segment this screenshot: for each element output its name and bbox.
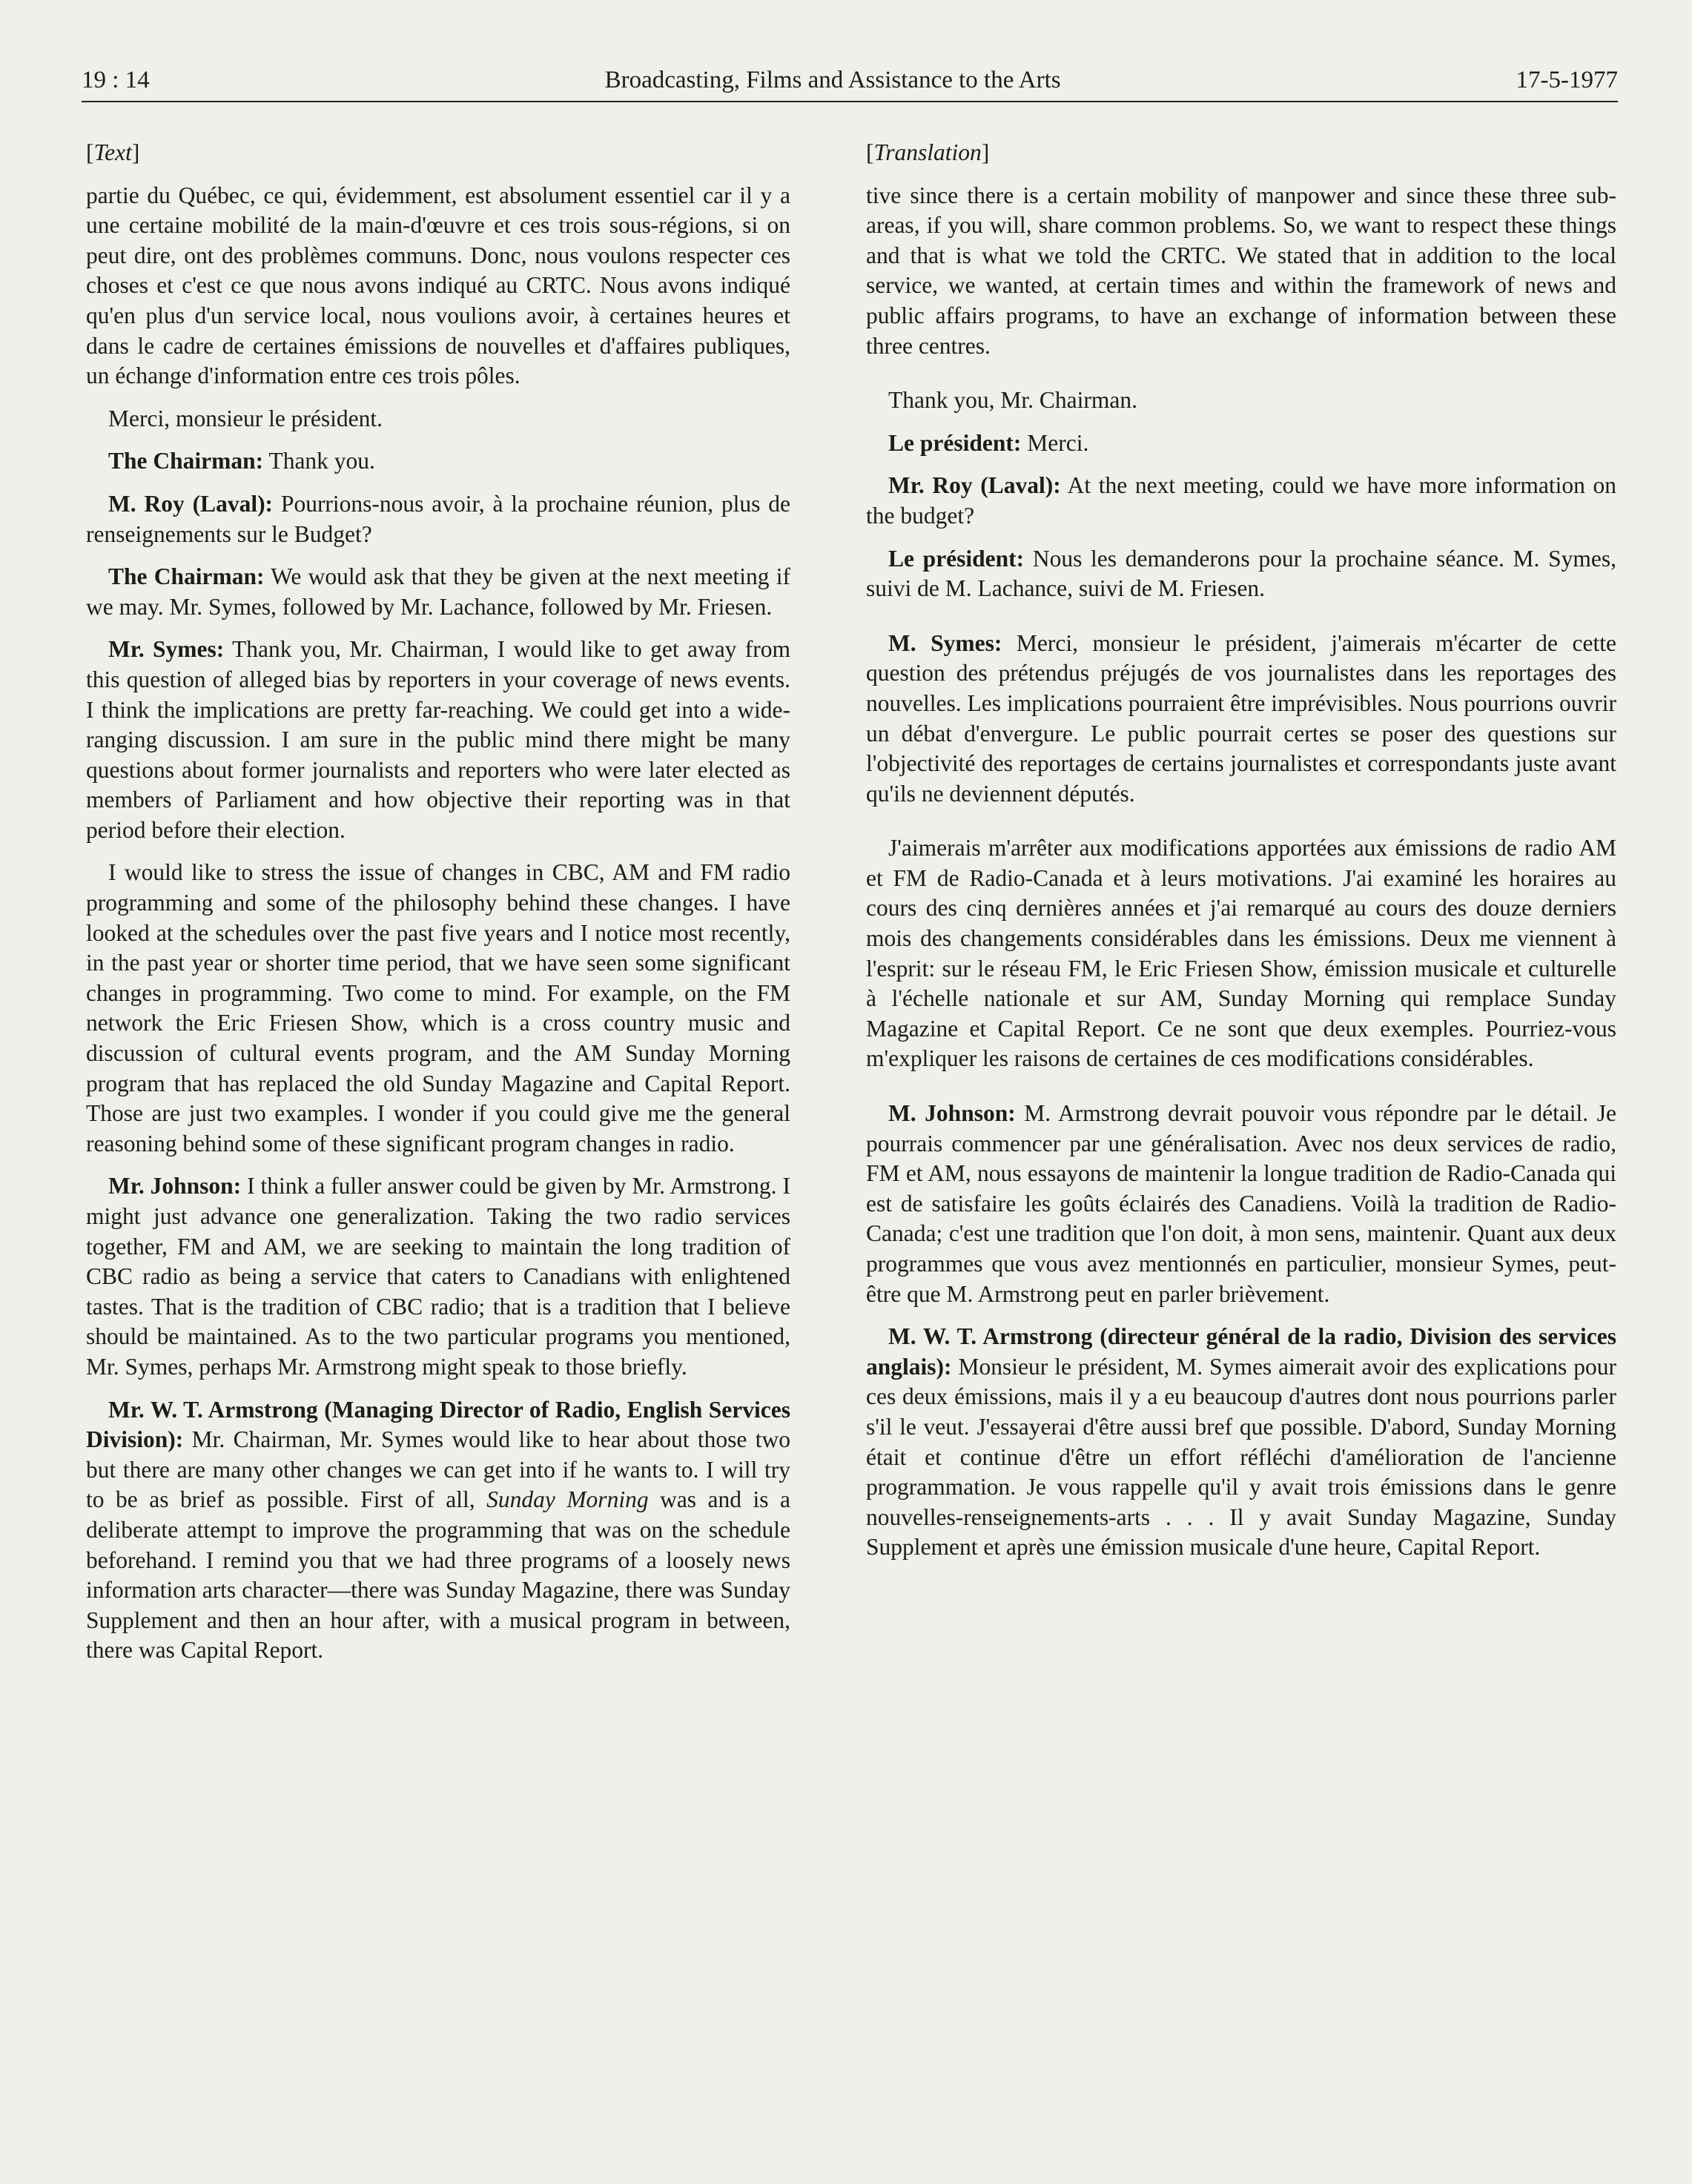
speaker: Le président: bbox=[888, 545, 1025, 572]
column-tag: [Text] bbox=[86, 139, 140, 165]
speaker: Le président: bbox=[888, 429, 1022, 456]
paragraph: Mr. Johnson: I think a fuller answer could be given by Mr. Armstrong. I might just advance one generalization. Taking the two radio services together, FM and AM, we are seeking to maintain the long tradition of CBC radio as being a service that caters to Canadians with enlightened tastes. That is the tradition of CBC radio; that is a tradition that I believe should be maintained. As to the two particular programs you mentioned, Mr. Symes, perhaps Mr. Armstrong might speak to those briefly. bbox=[86, 1173, 790, 1380]
paragraph: M. W. T. Armstrong (directeur général de la radio, Division des services anglais): Monsieur le président, M. Symes aimerait avoir des explications pour ces deux émissions, mais il y a eu beaucoup d'autres dont nous pourrions parler s'il le veut. J'essayerai d'être aussi bref que possible. D'abord, Sunday Morning était et continue d'être un effort réfléchi d'amélioration de l'ancienne programmation. Je vous rappelle qu'il y avait trois émissions dans le genre nouvelles-renseignements-arts . . . Il y avait Sunday Magazine, Sunday Supplement et après une émission musicale d'une heure, Capital Report. bbox=[866, 1323, 1616, 1561]
paragraph: Merci, monsieur le président. bbox=[108, 405, 383, 431]
speaker: Mr. Roy (Laval): bbox=[888, 472, 1061, 499]
running-title: Broadcasting, Films and Assistance to the Arts bbox=[604, 67, 1061, 93]
paragraph: The Chairman: Thank you. bbox=[108, 448, 375, 474]
speaker: The Chairman: bbox=[108, 563, 265, 590]
paragraph: The Chairman: We would ask that they be given at the next meeting if we may. Mr. Symes, followed by Mr. Lachance, followed by Mr. Friesen. bbox=[86, 563, 790, 620]
speaker: Mr. Johnson: bbox=[108, 1173, 242, 1199]
paragraph: I would like to stress the issue of changes in CBC, AM and FM radio programming and some of the philosophy behind these changes. I have looked at the schedules over the past five years and I notice most recently, in the past year or shorter time period, that we have seen some significant changes in programming. Two come to mind. For example, on the FM network the Eric Friesen Show, which is a cross country music and discussion of cultural events program, and the AM Sunday Morning program that has replaced the old Sunday Magazine and Capital Report. Those are just two examples. I wonder if you could give me the general reasoning behind some of these significant program changes in radio. bbox=[86, 859, 790, 1156]
paragraph: Thank you, Mr. Chairman. bbox=[888, 387, 1137, 414]
header-rule bbox=[82, 101, 1618, 102]
speaker: M. W. T. Armstrong (directeur général de la radio, Division des services anglais): bbox=[866, 1323, 1616, 1380]
speaker: M. Roy (Laval): bbox=[108, 490, 274, 517]
paragraph: M. Symes: Merci, monsieur le président, j'aimerais m'écarter de cette question des prétendus préjugés de vos journalistes dans les reportages des nouvelles. Les implications pourraient être imprévisibles. Nous pourrions ouvrir un débat d'envergure. Le public pourrait certes se poser des questions sur l'objectivité des reportages de certains journalistes et correspondants juste avant qu'ils ne deviennent députés. bbox=[866, 629, 1616, 807]
speaker: Mr. W. T. Armstrong (Managing Director of Radio, English Services Division): bbox=[86, 1396, 790, 1453]
paragraph: tive since there is a certain mobility of manpower and since these three sub-areas, if you will, share common problems. So, we want to respect these things and that is what we told the CRTC. We stated that in addition to the local service, we wanted, at certain times and within the framework of news and public affairs programs, to have an exchange of information between these three centres. bbox=[866, 182, 1616, 359]
speaker: M. Symes: bbox=[888, 629, 1002, 656]
paragraph: M. Johnson: M. Armstrong devrait pouvoir vous répondre par le détail. Je pourrais commencer par une généralisation. Avec nos deux services de radio, FM et AM, nous essayons de maintenir la longue tradition de Radio-Canada qui est de satisfaire les goûts éclairés des Canadiens. Voilà la tradition de Radio-Canada; c'est une tradition que l'on doit, à mon sens, maintenir. Quant aux deux programmes que vous avez mentionnés en particulier, monsieur Symes, peut-être que M. Armstrong peut en parler brièvement. bbox=[866, 1100, 1616, 1307]
paragraph: Mr. W. T. Armstrong (Managing Director of Radio, English Services Division): Mr. Chairman, Mr. Symes would like to hear about those two but there are many other changes we can get into if he wants to. I will try to be as brief as possible. First of all, Sunday Morning was and is a deliberate attempt to improve the programming that was on the schedule beforehand. I remind you that we had three programs of a loosely news information arts character—there was Sunday Magazine, there was Sunday Supplement and then an hour after, with a musical program in between, there was Capital Report. bbox=[86, 1396, 791, 1664]
paragraph: Mr. Roy (Laval): At the next meeting, could we have more information on the budget? bbox=[866, 472, 1616, 529]
paragraph: partie du Québec, ce qui, évidemment, est absolument essentiel car il y a une certaine mobilité de la main-d'œuvre et ces trois sous-régions, si on peut dire, ont des problèmes communs. Donc, nous voulons respecter ces choses et c'est ce que nous avons indiqué au CRTC. Nous avons indiqué qu'en plus d'un service local, nous voulions avoir, à certaines heures et dans le cadre de certaines émissions de nouvelles et d'affaires publiques, un échange d'information entre ces trois pôles. bbox=[86, 182, 790, 389]
speaker: M. Johnson: bbox=[888, 1100, 1016, 1127]
column-tag: [Translation] bbox=[866, 139, 990, 165]
speaker: Mr. Symes: bbox=[108, 636, 225, 663]
paragraph: Le président: Nous les demanderons pour la prochaine séance. M. Symes, suivi de M. Lachance, suivi de M. Friesen. bbox=[866, 545, 1616, 602]
paragraph: J'aimerais m'arrêter aux modifications apportées aux émissions de radio AM et FM de Radio-Canada et à leurs motivations. J'ai examiné les horaires au cours des cinq dernières années et j'ai remarqué au cours des douze derniers mois des changements considérables dans les émissions. Deux me viennent à l'esprit: sur le réseau FM, le Eric Friesen Show, émission musicale et culturelle à l'échelle nationale et sur AM, Sunday Morning qui remplace Sunday Magazine et Capital Report. Ce ne sont que deux exemples. Pourriez-vous m'expliquer les raisons de certaines de ces modifications considérables. bbox=[866, 835, 1616, 1072]
paragraph: M. Roy (Laval): Pourrions-nous avoir, à la prochaine réunion, plus de renseignements sur le Budget? bbox=[86, 490, 790, 547]
left-column-english bbox=[86, 138, 790, 1678]
page-date: 17-5-1977 bbox=[1516, 67, 1618, 93]
page-number: 19 : 14 bbox=[82, 67, 150, 93]
right-column-translation bbox=[866, 138, 1616, 1575]
page-header bbox=[82, 65, 1618, 95]
paragraph: Mr. Symes: Thank you, Mr. Chairman, I would like to get away from this question of alleged bias by reporters in your coverage of news events. I think the implications are pretty far-reaching. We could get into a wide-ranging discussion. I am sure in the public mind there might be many questions about former journalists and reporters who were later elected as members of Parliament and how objective their reporting was in that period before their election. bbox=[86, 636, 790, 843]
speaker: The Chairman: bbox=[108, 448, 264, 474]
paragraph: Le président: Merci. bbox=[888, 429, 1089, 456]
